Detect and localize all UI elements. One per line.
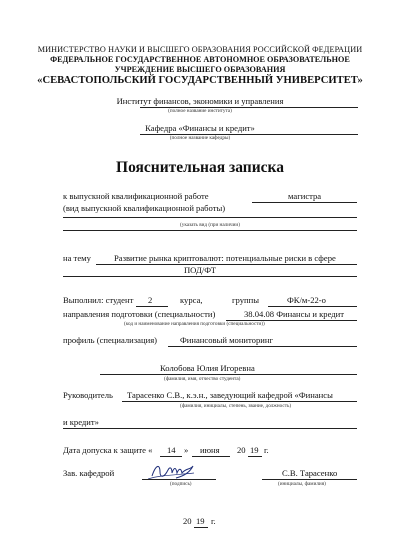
degree-caption: (указать вид (при наличии) <box>180 222 240 228</box>
student-name-caption: (фамилия, имя, отчество студента) <box>164 376 241 382</box>
signature-caption: (подпись) <box>170 481 192 487</box>
head-name-caption: (инициалы, фамилия) <box>278 481 326 487</box>
group-value: ФК/м-22-о <box>287 295 326 305</box>
profile-underline <box>168 346 357 347</box>
institute-value: Институт финансов, экономики и управления <box>116 96 284 106</box>
topic-underline-2 <box>63 276 357 277</box>
direction-caption: (код и наименование направления подготовки (специальности)) <box>124 321 265 327</box>
supervisor-label: Руководитель <box>63 390 113 400</box>
course-label: курса, <box>180 295 203 305</box>
admission-year-prefix: 20 <box>237 445 246 455</box>
head-name-underline <box>262 479 357 480</box>
institute-caption: (полное название института) <box>168 108 232 114</box>
admission-year-suffix: г. <box>264 445 269 455</box>
work-degree: магистра <box>288 191 322 201</box>
document-title: Пояснительная записка <box>116 159 284 176</box>
admission-year: 19 <box>250 445 259 455</box>
university-name: «СЕВАСТОПОЛЬСКИЙ ГОСУДАРСТВЕННЫЙ УНИВЕРСИТЕТ» <box>37 75 363 86</box>
head-label: Зав. кафедрой <box>63 468 115 478</box>
work-prefix: к выпускной квалификационной работе <box>63 191 209 201</box>
profile-value: Финансовый мониторинг <box>180 335 273 345</box>
student-name-underline <box>100 374 357 375</box>
direction-value: 38.04.08 Финансы и кредит <box>244 309 345 319</box>
footer-year: 19 <box>196 516 205 526</box>
supervisor-underline-2 <box>63 428 357 429</box>
signature-underline <box>142 479 216 480</box>
group-underline <box>268 306 357 307</box>
institution-line: ФЕДЕРАЛЬНОЕ ГОСУДАРСТВЕННОЕ АВТОНОМНОЕ ОБРАЗОВАТЕЛЬНОЕ <box>50 55 350 64</box>
work-type-label: (вид выпускной квалификационной работы) <box>63 203 226 213</box>
student-name: Колобова Юлия Игоревна <box>160 363 255 373</box>
direction-label: направления подготовки (специальности) <box>63 309 216 319</box>
group-label: группы <box>232 295 259 305</box>
degree-underline <box>252 202 357 203</box>
work-type-underline-2 <box>63 230 357 231</box>
admission-label: Дата допуска к защите « <box>63 445 153 455</box>
profile-label: профиль (специализация) <box>63 335 158 345</box>
course-underline <box>136 306 168 307</box>
admission-year-underline <box>248 456 262 457</box>
institution-line-2: УЧРЕЖДЕНИЕ ВЫСШЕГО ОБРАЗОВАНИЯ <box>114 65 286 74</box>
work-type-underline <box>63 217 357 218</box>
topic-label: на тему <box>63 253 91 263</box>
admission-month: июня <box>200 445 220 455</box>
ministry-line: МИНИСТЕРСТВО НАУКИ И ВЫСШЕГО ОБРАЗОВАНИЯ РОССИЙСКОЙ ФЕДЕРАЦИИ <box>37 45 363 54</box>
head-name: С.В. Тарасенко <box>282 468 338 478</box>
footer-year-prefix: 20 <box>183 516 192 526</box>
topic-line-1: Развитие рынка криптовалют: потенциальные риски в сфере <box>114 253 336 263</box>
topic-line-2: ПОД/ФТ <box>183 265 217 275</box>
department-caption: (полное название кафедры) <box>169 135 231 141</box>
supervisor-value-2: и кредит» <box>63 417 99 427</box>
admission-day: 14 <box>167 445 176 455</box>
supervisor-caption: (фамилия, инициалы, степень, звание, должность) <box>180 403 292 409</box>
admission-quote-close: » <box>184 445 189 455</box>
admission-month-underline <box>192 456 230 457</box>
supervisor-underline <box>122 401 357 402</box>
topic-underline-1 <box>96 264 357 265</box>
student-label: Выполнил: студент <box>63 295 134 305</box>
supervisor-value: Тарасенко С.В., к.э.н., заведующий кафедрой «Финансы <box>127 390 333 400</box>
admission-day-underline <box>160 456 182 457</box>
course-value: 2 <box>148 295 153 305</box>
footer-year-suffix: г. <box>211 516 216 526</box>
department-value: Кафедра «Финансы и кредит» <box>145 123 255 133</box>
footer-year-underline <box>194 527 208 528</box>
